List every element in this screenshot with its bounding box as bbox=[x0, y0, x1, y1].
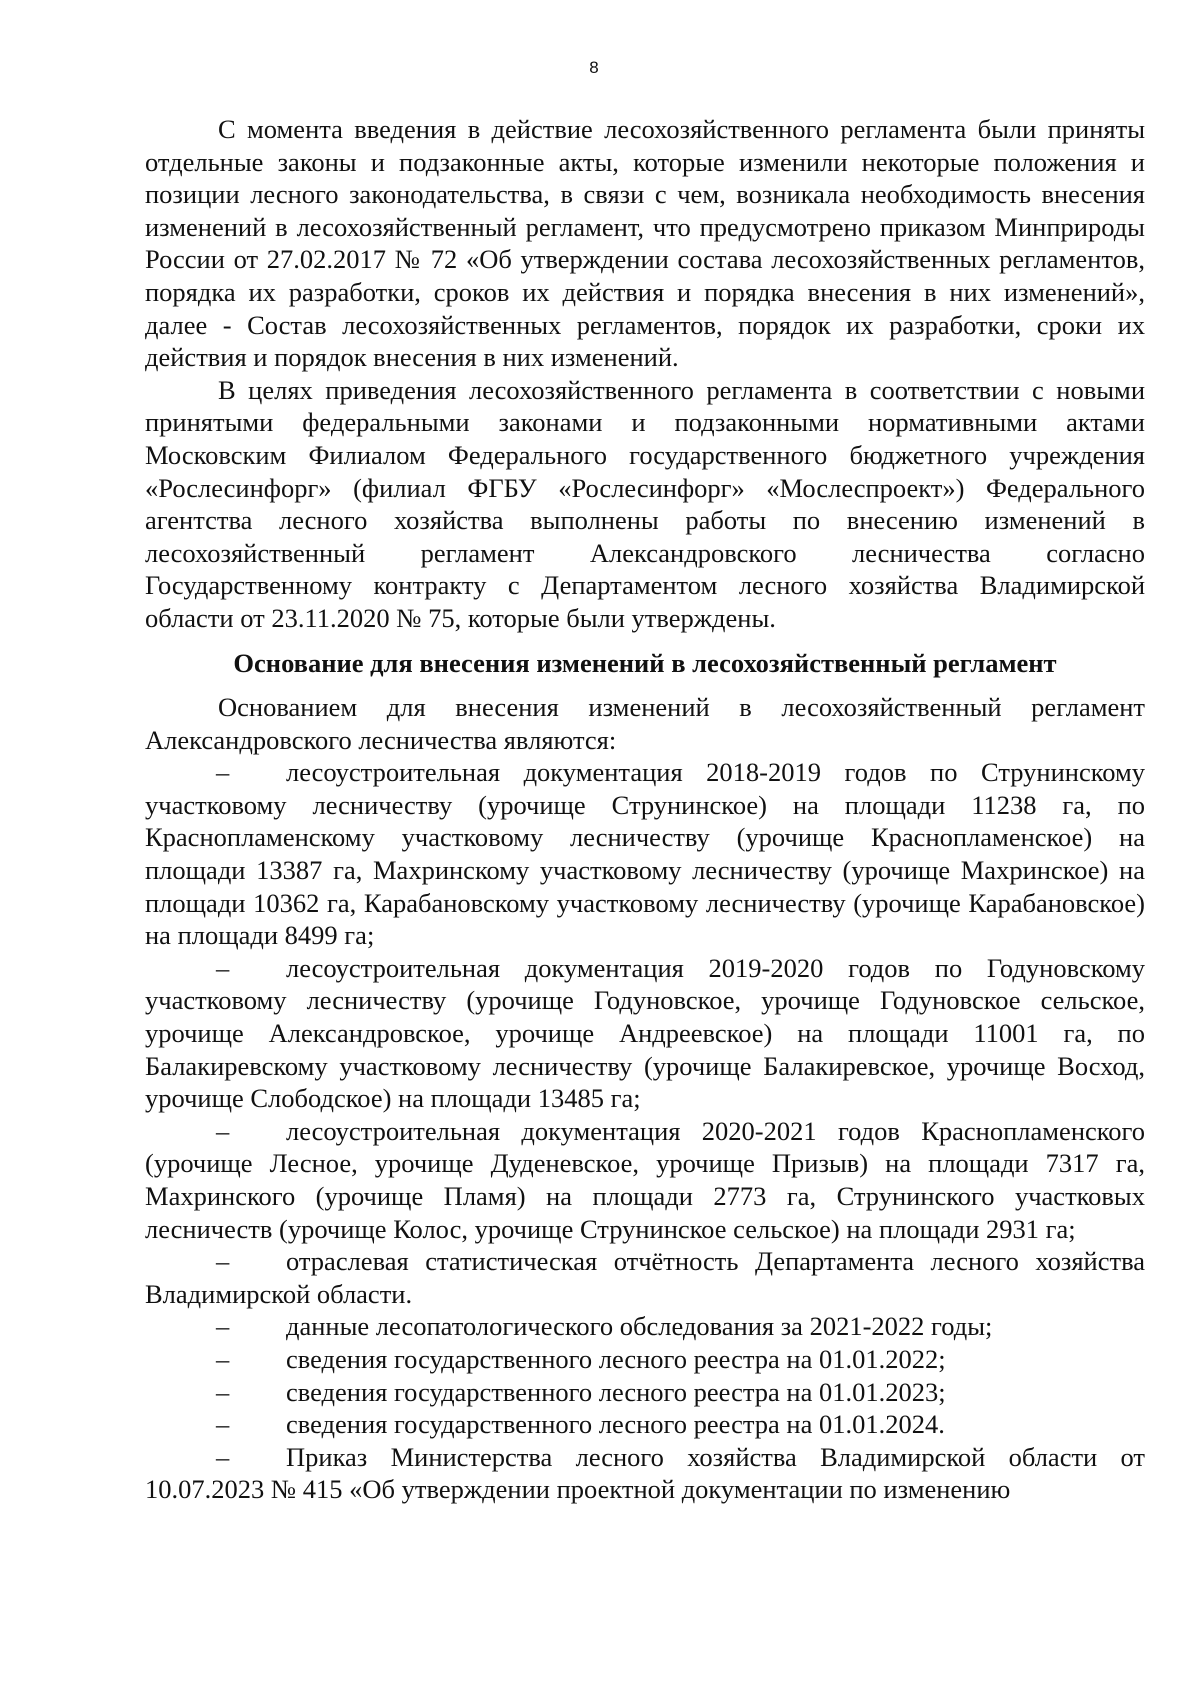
list-item bbox=[145, 1441, 1145, 1506]
list-item bbox=[145, 952, 1145, 1115]
list-dash: – bbox=[216, 1376, 230, 1407]
section-intro: Основанием для внесения изменений в лесохозяйственный регламент Александровского лесничества являются: bbox=[145, 692, 1145, 755]
document-body bbox=[145, 113, 1145, 1506]
section-heading: Основание для внесения изменений в лесохозяйственный регламент bbox=[233, 647, 1057, 678]
list-item bbox=[145, 1343, 1145, 1376]
list-dash: – bbox=[216, 1246, 230, 1277]
list-item-text: сведения государственного лесного реестра на 01.01.2024. bbox=[286, 1409, 945, 1440]
paragraph-2: В целях приведения лесохозяйственного регламента в соответствии с новыми принятыми федеральными законами и подзаконными нормативными актами Московским Филиалом Федерального государственного бюджетного учреждения «Рослесинфорг» (филиал ФГБУ «Рослесинфорг» «Мослеспроект») Федерального агентства лесного хозяйства выполнены работы по внесению изменений в лесохозяйственный регламент Александровского лесничества согласно Государственному контракту с Департаментом лесного хозяйства Владимирской области от 23.11.2020 № 75, которые были утверждены. bbox=[145, 374, 1145, 633]
list-item bbox=[145, 1310, 1145, 1343]
list-dash: – bbox=[216, 1115, 230, 1146]
list-item bbox=[145, 1245, 1145, 1310]
list-dash: – bbox=[216, 1311, 230, 1342]
list-item-text: сведения государственного лесного реестра на 01.01.2023; bbox=[286, 1376, 946, 1407]
list-item bbox=[145, 1408, 1145, 1441]
list-item bbox=[145, 756, 1145, 952]
list-dash: – bbox=[216, 757, 230, 788]
list-item-text: отраслевая статистическая отчётность Департамента лесного хозяйства Владимирской области. bbox=[145, 1246, 1145, 1309]
list-item bbox=[145, 1376, 1145, 1409]
list-item-text: лесоустроительная документация 2020-2021 годов Краснопламенского (урочище Лесное, урочище Дуденевское, урочище Призыв) на площади 7317 га, Махринского (урочище Пламя) на площади 2773 га, Струнинского участковых лесничеств (урочище Колос, урочище Струнинское сельское) на площади 2931 га; bbox=[145, 1115, 1145, 1244]
list-dash: – bbox=[216, 952, 230, 983]
page-number: 8 bbox=[589, 58, 599, 77]
list-dash: – bbox=[216, 1441, 230, 1472]
list-item-text: лесоустроительная документация 2018-2019 годов по Струнинскому участковому лесничеству (урочище Струнинское) на площади 11238 га, по Краснопламенскому участковому лесничеству (урочище Краснопламенское) на площади 13387 га, Махринскому участковому лесничеству (урочище Махринское) на площади 10362 га, Карабановскому участковому лесничеству (урочище Карабановское) на площади 8499 га; bbox=[145, 757, 1145, 951]
list-item-text: данные лесопатологического обследования за 2021-2022 годы; bbox=[286, 1311, 993, 1342]
list-item bbox=[145, 1115, 1145, 1245]
list-item-text: сведения государственного лесного реестра на 01.01.2022; bbox=[286, 1343, 946, 1374]
list-item-text: Приказ Министерства лесного хозяйства Владимирской области от 10.07.2023 № 415 «Об утверждении проектной документации по изменению bbox=[145, 1441, 1145, 1505]
list-dash: – bbox=[216, 1343, 230, 1374]
paragraph-1: С момента введения в действие лесохозяйственного регламента были приняты отдельные законы и подзаконные акты, которые изменили некоторые положения и позиции лесного законодательства, в связи с чем, возникала необходимость внесения изменений в лесохозяйственный регламент, что предусмотрено приказом Минприроды России от 27.02.2017 № 72 «Об утверждении состава лесохозяйственных регламентов, порядка их разработки, сроков их действия и порядка внесения в них изменений», далее - Состав лесохозяйственных регламентов, порядок их разработки, сроки их действия и порядок внесения в них изменений. bbox=[145, 114, 1145, 373]
list-item-text: лесоустроительная документация 2019-2020 годов по Годуновскому участковому лесничеству (урочище Годуновское, урочище Годуновское сельское, урочище Александровское, урочище Андреевское) на площади 11001 га, по Балакиревскому участковому лесничеству (урочище Балакиревское, урочище Восход, урочище Слободское) на площади 13485 га; bbox=[145, 952, 1145, 1114]
list-dash: – bbox=[216, 1409, 230, 1440]
